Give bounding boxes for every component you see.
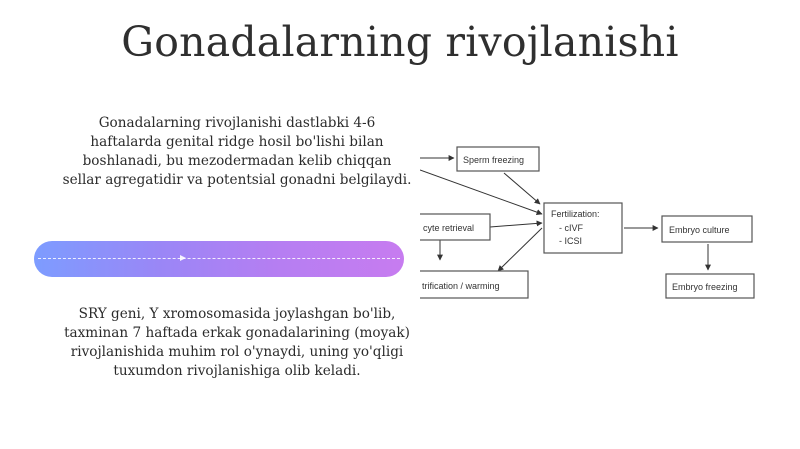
arrow-oocyte-to-fertilization — [490, 223, 542, 227]
node-vitrification — [420, 271, 528, 298]
diagram-svg — [420, 128, 760, 304]
bar-dashed-line — [38, 258, 400, 259]
paragraph-gonad-development: Gonadalarning rivojlanishi dastlabki 4-6 haftalarda genital ridge hosil bo'lishi bilan boshlanadi, bu mezodermadan kelib chiqqan sellar agregatidir va potentsial gonadni belgilaydi. — [62, 115, 412, 188]
node-oocyte-retrieval-label: cyte retrieval — [423, 223, 475, 233]
node-embryo-freezing-label: Embryo freezing — [672, 282, 738, 292]
node-fertilization-title: Fertilization: — [551, 209, 600, 219]
node-fertilization-civf: - cIVF — [559, 223, 584, 233]
node-fertilization — [544, 203, 622, 253]
bar-arrow-marker — [180, 255, 186, 261]
slide-title: Gonadalarning rivojlanishi — [121, 18, 679, 66]
node-sperm-freezing — [457, 147, 539, 171]
node-embryo-freezing — [666, 274, 754, 298]
node-oocyte-retrieval — [420, 214, 490, 240]
node-vitrification-label: trification / warming — [422, 281, 500, 291]
arrow-left-to-fertilization — [420, 170, 542, 214]
ivf-process-diagram — [420, 128, 760, 304]
node-embryo-culture — [662, 216, 752, 242]
node-sperm-freezing-label: Sperm freezing — [463, 155, 525, 165]
arrow-fertilization-to-vitrification — [498, 228, 542, 271]
node-fertilization-icsi: - ICSI — [559, 236, 583, 246]
paragraph-sry-gene: SRY geni, Y xromosomasida joylashgan bo'lib, taxminan 7 haftada erkak gonadalarining (moyak) rivojlanishida muhim rol o'ynaydi, uning yo'qligi tuxumdon rivojlanishiga olib keladi. — [64, 306, 410, 379]
arrow-sperm-to-fertilization — [504, 173, 540, 204]
node-embryo-culture-label: Embryo culture — [669, 225, 730, 235]
decorative-gradient-bar — [34, 241, 404, 277]
